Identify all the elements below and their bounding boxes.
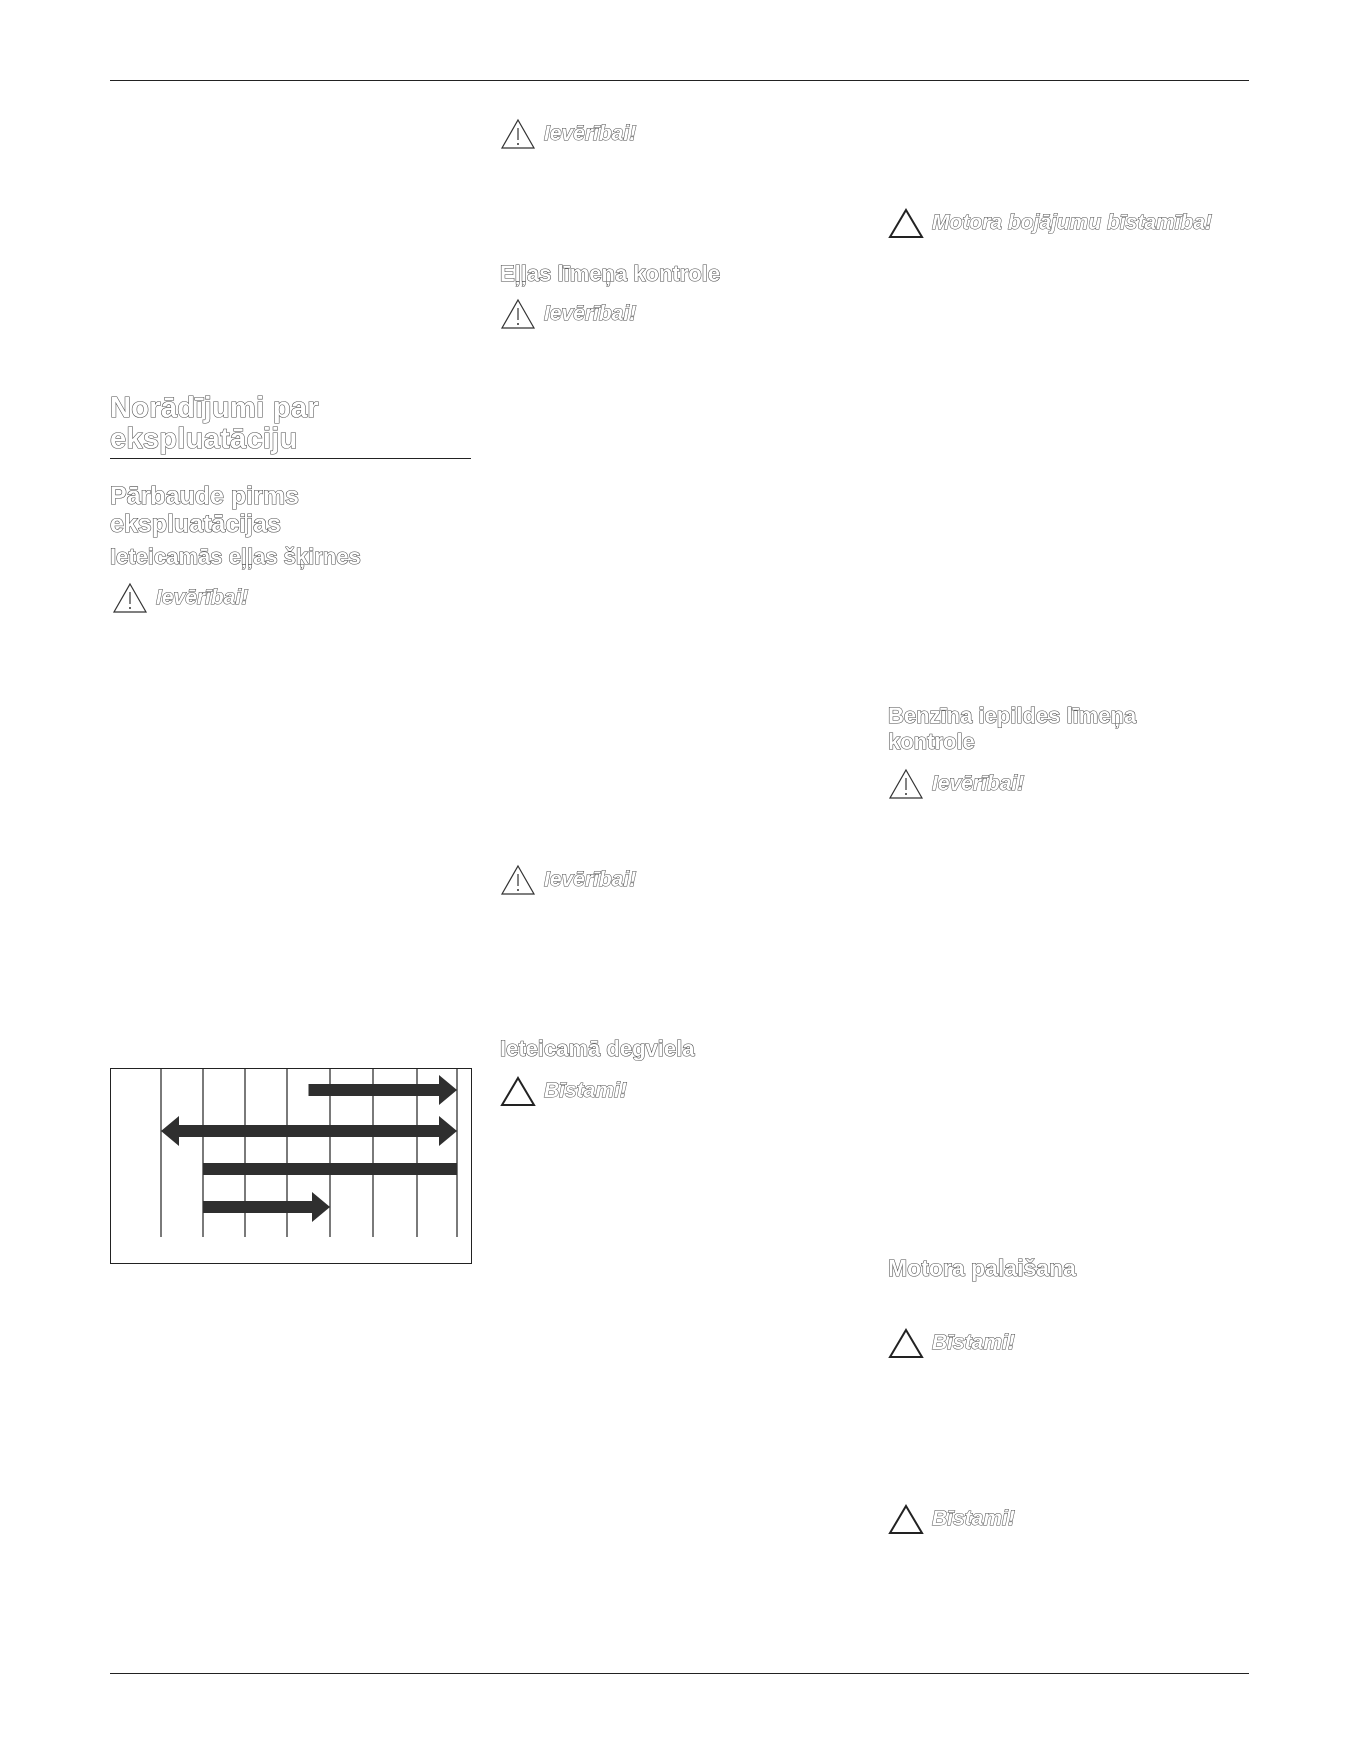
header-rule <box>110 80 1249 81</box>
fuel-level-heading-line2: kontrole <box>888 729 975 754</box>
oil-level-heading: Eļļas līmeņa kontrole <box>500 261 721 286</box>
caution-notice-col2-1 <box>500 117 636 151</box>
chart-arrow-row-4 <box>203 1192 330 1222</box>
caution-label: Ievērībai! <box>544 122 637 145</box>
warning-outline-icon <box>112 582 148 614</box>
engine-damage-notice <box>888 206 1212 240</box>
warning-triangle-icon <box>888 1327 924 1359</box>
chart-arrow-row-2 <box>161 1116 457 1146</box>
fuel-level-heading <box>888 703 1248 755</box>
fuel-level-heading-line1: Benzīna iepildes līmeņa <box>888 703 1137 728</box>
warning-outline-icon <box>500 864 536 896</box>
caution-notice-col2-2 <box>500 297 636 331</box>
footer-rule <box>110 1673 1249 1674</box>
caution-notice-col1 <box>112 581 248 615</box>
oil-grade-chart <box>110 1068 472 1264</box>
engine-start-heading: Motora palaišana <box>888 1255 1076 1281</box>
warning-triangle-icon <box>500 1075 536 1107</box>
section-heading <box>110 393 470 455</box>
section-heading-line2: ekspluatāciju <box>110 423 298 455</box>
section-heading-underline <box>110 458 471 459</box>
warning-triangle-icon <box>888 1503 924 1535</box>
pre-operation-check-heading <box>110 482 470 538</box>
danger-label: Bīstami! <box>544 1079 627 1102</box>
caution-label: Ievērībai! <box>932 772 1025 795</box>
pre-operation-heading-line2: ekspluatācijas <box>110 510 281 538</box>
chart-arrows <box>161 1075 457 1222</box>
danger-notice-col3-1 <box>888 1326 1015 1360</box>
warning-triangle-icon <box>888 207 924 239</box>
caution-label: Ievērībai! <box>544 868 637 891</box>
caution-label: Ievērībai! <box>544 302 637 325</box>
warning-outline-icon <box>888 768 924 800</box>
warning-outline-icon <box>500 118 536 150</box>
caution-notice-col3 <box>888 767 1024 801</box>
danger-notice-col2 <box>500 1074 627 1108</box>
warning-outline-icon <box>500 298 536 330</box>
oil-grade-chart-svg <box>111 1069 471 1263</box>
section-heading-line1: Norādījumi par <box>110 392 319 424</box>
danger-notice-col3-2 <box>888 1502 1015 1536</box>
danger-label: Bīstami! <box>932 1331 1015 1354</box>
caution-label: Ievērībai! <box>156 586 249 609</box>
oil-grades-heading: Ieteicamās eļļas šķirnes <box>110 544 361 569</box>
chart-arrow-row-3 <box>203 1163 457 1175</box>
caution-notice-col2-3 <box>500 863 636 897</box>
pre-operation-heading-line1: Pārbaude pirms <box>110 482 299 510</box>
danger-label: Bīstami! <box>932 1507 1015 1530</box>
engine-damage-label: Motora bojājumu bīstamība! <box>932 211 1213 234</box>
chart-arrow-row-1 <box>309 1075 458 1105</box>
recommended-fuel-heading: Ieteicamā degviela <box>500 1036 695 1061</box>
